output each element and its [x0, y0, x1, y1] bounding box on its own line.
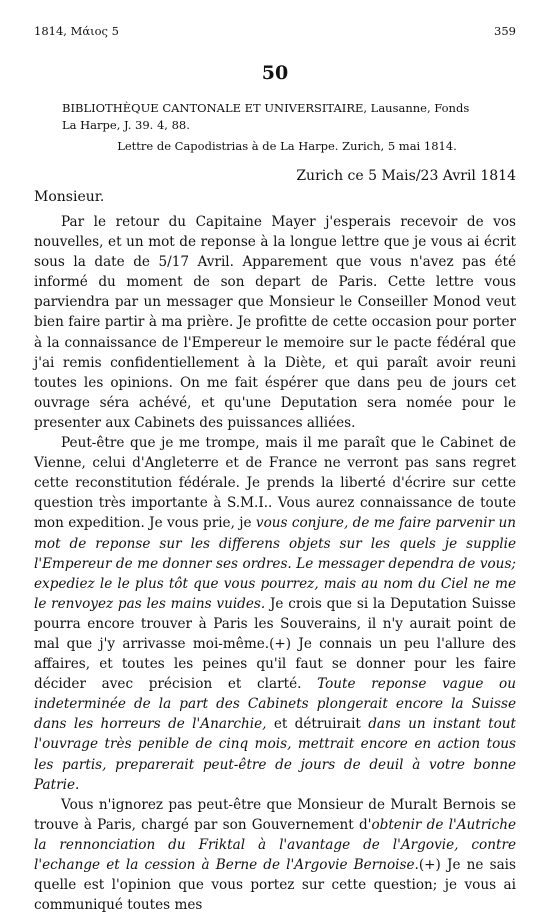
- paragraph-3-text-a: Vous n'ignorez pas peut-être que Monsieur de Muralt Bernois se trouve à Paris, chargé par son Gouvernement d': [34, 796, 516, 833]
- paragraph-2: [34, 433, 516, 795]
- paragraph-2-italic-b: vous conjure, de me faire parvenir un mot de reponse sur les differens objets sur les quels je supplie l'Empereur de me donner ses ordres. Le messager dependra de vous; expediez le le plus tôt que vous pourrez, mais au nom du Ciel ne me le renvoyez pas les mains vuides.: [34, 515, 516, 612]
- archive-reference: [34, 100, 516, 134]
- paragraph-2-text-e: et détruirait: [266, 716, 369, 733]
- letter-salutation: Monsieur.: [34, 189, 105, 205]
- archive-reference-line-1: BIBLIOTHÈQUE CANTONALE ET UNIVERSITAIRE, Lausanne, Fonds: [62, 101, 470, 115]
- letter-dateline: Zurich ce 5 Mais/23 Avril 1814: [296, 168, 516, 184]
- paragraph-2-italic-d: Toute reponse vague ou indeterminée de la part des Cabinets plongerait encore la Suisse dans les horreurs de l'Anarchie,: [34, 676, 516, 733]
- document-number: 50: [261, 62, 289, 84]
- archive-reference-line-2: La Harpe, J. 39. 4, 88.: [62, 118, 190, 132]
- letter-summary: Lettre de Capodistrias à de La Harpe. Zurich, 5 mai 1814.: [117, 139, 457, 153]
- page-number: 359: [494, 24, 516, 38]
- header-date: 1814, Μάιος 5: [34, 24, 119, 38]
- paragraph-1: Par le retour du Capitaine Mayer j'esperais recevoir de vos nouvelles, et un mot de reponse à la longue lettre que je vous ai écrit sous la date de 5/17 Avril. Apparement que vous n'avez pas été informé du moment de son depart de Paris. Cette lettre vous parviendra par un messager que Monsieur le Conseiller Monod veut bien faire partir à ma prière. Je profitte de cette occasion pour porter à la connaissance de l'Empereur le memoire sur le pacte fédéral que j'ai remis confidentiellement à la Diète, et qui paraît avoir reuni toutes les opinions. On me fait éspérer que dans peu de jours cet ouvrage séra achévé, et qu'une Deputation sera nomée pour le presenter aux Cabinets des puissances alliées.: [34, 214, 516, 431]
- paragraph-2-italic-f: dans un instant tout l'ouvrage très penible de cinq mois, mettrait encore en action tous les partis, preparerait peut-être de jours de deuil à votre bonne Patrie.: [34, 716, 516, 793]
- letter-body: [34, 212, 516, 915]
- paragraph-3-italic-b: obtenir de l'Autriche la rennonciation du Friktal à l'avantage de l'Argovie, contre l'echange et la cession à Berne de l'Argovie Bernoise.: [34, 816, 517, 873]
- paragraph-3-text-c: (+) Je ne sais quelle est l'opinion que vous portez sur cette question; je vous ai communiqué toutes mes: [34, 857, 516, 914]
- paragraph-2-text-c: Je crois que si la Deputation Suisse pourra encore trouver à Paris les Souverains, il n'y aurait point de mal que j'y arrivasse moi-même.(+) Je connais un peu l'allure des affaires, et toutes les peines qu'il faut se donner pour les faire décider avec précision et clarté.: [34, 595, 516, 693]
- paragraph-2-text-a: Peut-être que je me trompe, mais il me paraît que le Cabinet de Vienne, celui d'Angleterre et de France ne verront pas sans regret cette reconstitution fédérale. Je prends la liberté d'écrire sur cette question très importante à S.M.I.. Vous aurez connaissance de toute mon expedition. Je vous prie, je: [34, 435, 516, 532]
- paragraph-3: [34, 795, 516, 915]
- running-header: [34, 24, 516, 40]
